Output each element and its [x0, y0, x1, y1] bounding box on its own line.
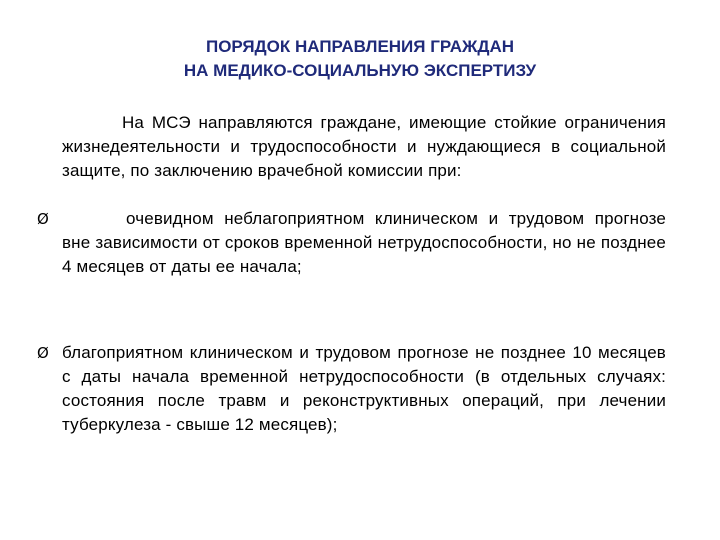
list-item-text: очевидном неблагоприятном клиническом и трудовом прогнозе вне зависимости от сроков временной нетрудоспособности, но не позднее 4 месяцев от даты ее начала; — [62, 209, 666, 276]
title-line-2: НА МЕДИКО-СОЦИАЛЬНУЮ ЭКСПЕРТИЗУ — [183, 61, 537, 80]
list-item — [62, 341, 666, 437]
list-item-text: благоприятном клиническом и трудовом прогнозе не позднее 10 месяцев с даты начала временной нетрудоспособности (в отдельных случаях: состояния после травм и реконструктивных операций, при лечении туберкулеза - свыше 12 месяцев); — [62, 343, 666, 434]
arrow-bullet-icon: Ø — [37, 210, 49, 228]
slide-title — [60, 35, 660, 83]
arrow-bullet-icon: Ø — [37, 344, 49, 362]
intro-paragraph: На МСЭ направляются граждане, имеющие стойкие ограничения жизнедеятельности и трудоспособности и нуждающиеся в социальной защите, по заключению врачебной комиссии при: — [62, 113, 666, 180]
title-line-1: ПОРЯДОК НАПРАВЛЕНИЯ ГРАЖДАН — [205, 37, 515, 56]
list-item — [62, 207, 666, 279]
